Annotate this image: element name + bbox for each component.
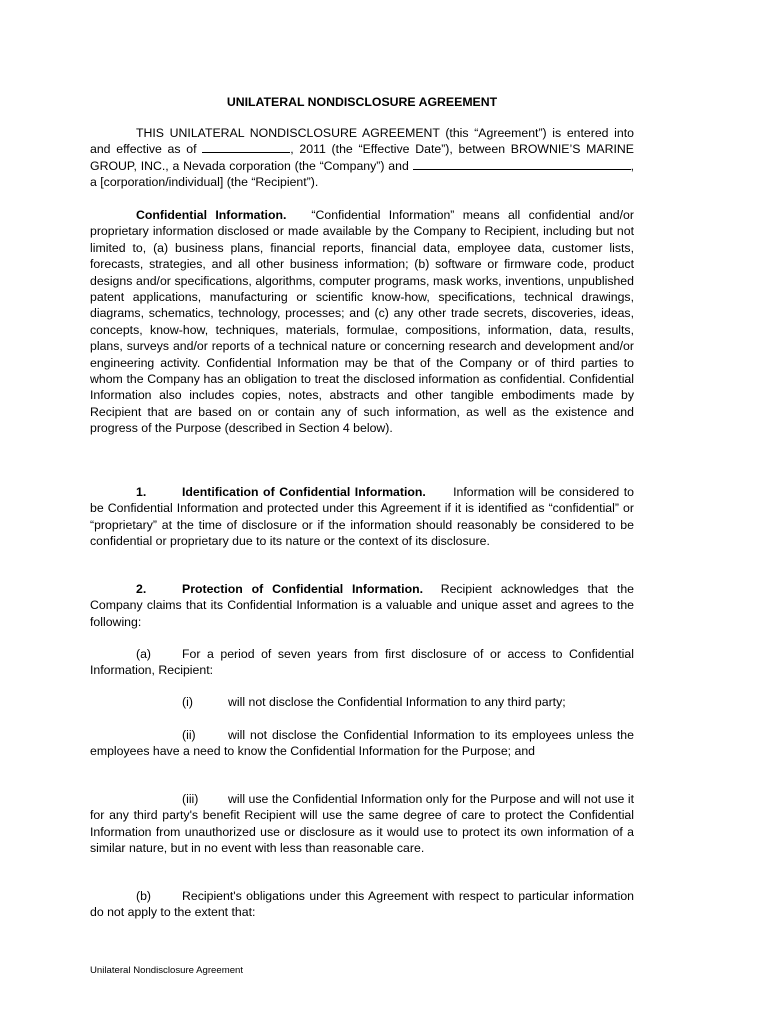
section-2-number: 2. (136, 582, 147, 596)
item-iii-paragraph (90, 791, 634, 857)
section-1-heading: Identification of Confidential Information. (182, 485, 426, 499)
item-b-text: Recipient's obligations under this Agreement with respect to particular information do not apply to the extent that: (90, 889, 634, 920)
item-iii-text: will use the Confidential Information only for the Purpose and will not use it for any third party's benefit Recipient will use the same degree of care to protect the Confidential Information from unauthorized use or disclosure as it would use to protect its own information of a similar nature, but in no event with less than reasonable care. (90, 792, 634, 856)
item-i-text: will not disclose the Confidential Information to any third party; (228, 695, 566, 709)
item-a-paragraph (90, 646, 634, 679)
section-2-text: Recipient acknowledges that the Company claims that its Confidential Information is a valuable and unique asset and agrees to the following: (90, 582, 634, 629)
section-2-paragraph (90, 581, 634, 630)
page-footer: Unilateral Nondisclosure Agreement (90, 965, 244, 976)
item-ii-label: (ii) (182, 728, 196, 742)
item-i-label: (i) (182, 695, 193, 709)
item-a-label: (a) (136, 647, 152, 661)
intro-text-1: THIS UNILATERAL NONDISCLOSURE AGREEMENT (this “Agreement”) is entered into and effective as of (90, 126, 634, 157)
confidential-information-paragraph (90, 207, 634, 437)
item-ii-paragraph (90, 727, 634, 760)
item-b-paragraph (90, 888, 634, 921)
document-title: UNILATERAL NONDISCLOSURE AGREEMENT (226, 95, 498, 109)
item-a-text: For a period of seven years from first disclosure of or access to Confidential Information, Recipient: (90, 647, 634, 678)
confidential-text: “Confidential Information” means all confidential and/or proprietary information disclosed or made available by the Company to Recipient, including but not limited to, (a) business plans, financial reports, financial data, employee data, customer lists, forecasts, strategies, and all other business information; (b) software or firmware code, product designs and/or specifications, algorithms, computer programs, mask works, inventions, unpublished patent applications, manufacturing or scientific know-how, specifications, technical drawings, diagrams, schematics, technology, processes; and (c) any other trade secrets, discoveries, ideas, concepts, know-how, techniques, materials, formulae, compositions, information, data, results, plans, surveys and/or reports of a technical nature or concerning research and development and/or engineering activity. Confidential Information may be that of the Company or of third parties to whom the Company has an obligation to treat the disclosed information as confidential. Confidential Information also includes copies, notes, abstracts and other tangible embodiments made by Recipient that are based on or contain any of such information, as well as the existence and progress of the Purpose (described in Section 4 below). (90, 208, 634, 436)
item-iii-label: (iii) (182, 792, 199, 806)
section-1-paragraph (90, 484, 634, 550)
intro-text-2: , 2011 (the “Effective Date”), between BROWNIE’S MARINE GROUP, INC., a Nevada corporation (the “Company”) and (90, 142, 634, 173)
item-ii-text: will not disclose the Confidential Information to its employees unless the employees have a need to know the Confidential Information for the Purpose; and (90, 728, 634, 759)
date-blank (202, 141, 290, 153)
recipient-blank (413, 158, 631, 170)
intro-paragraph (90, 125, 634, 191)
item-i-paragraph (90, 694, 634, 710)
section-2-heading: Protection of Confidential Information. (182, 582, 424, 596)
section-1-text: Information will be considered to be Confidential Information and protected under this Agreement if it is identified as “confidential” or “proprietary” at the time of disclosure or if the information should reasonably be considered to be confidential or proprietary due to its nature or the context of its disclosure. (90, 485, 634, 549)
section-1-number: 1. (136, 485, 147, 499)
item-b-label: (b) (136, 889, 152, 903)
confidential-heading: Confidential Information. (136, 208, 287, 222)
intro-text-3: , a [corporation/individual] (the “Recipient”). (90, 158, 634, 190)
